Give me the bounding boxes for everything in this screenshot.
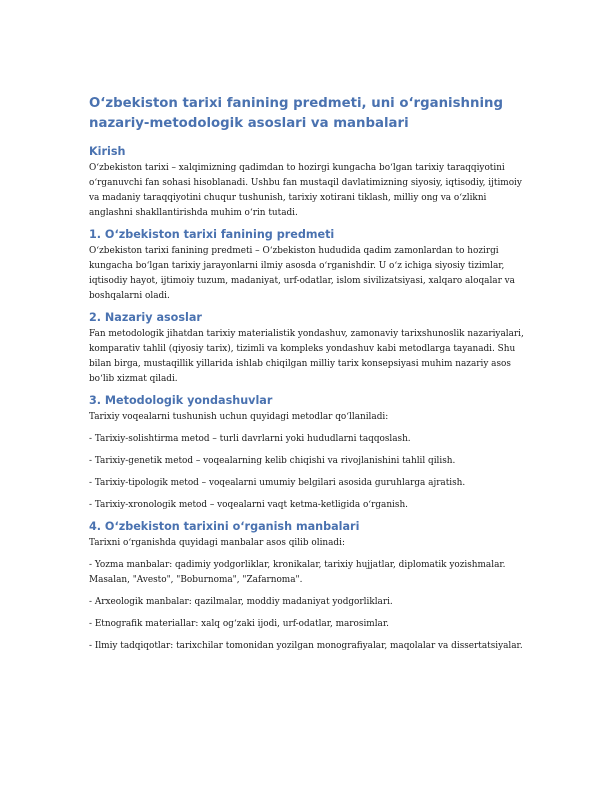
section-subject	[89, 227, 525, 304]
section-theory	[89, 310, 525, 387]
source-item: - Etnografik materiallar: xalq og‘zaki ijodi, urf-odatlar, marosimlar.	[89, 619, 389, 629]
document-title: O‘zbekiston tarixi fanining predmeti, uni o‘rganishning nazariy-metodologik asoslari va manbalari	[89, 96, 504, 131]
section3-lead: Tarixiy voqealarni tushunish uchun quyidagi metodlar qo‘llaniladi:	[89, 412, 389, 422]
section1-heading: 1. O‘zbekiston tarixi fanining predmeti	[89, 228, 335, 241]
section-methods	[89, 393, 525, 513]
document-page	[89, 94, 525, 660]
source-item: - Yozma manbalar: qadimiy yodgorliklar, kronikalar, tarixiy hujjatlar, diplomatik yozishmalar. Masalan, "Avesto", "Boburnoma", "Zafarnoma".	[89, 560, 506, 585]
intro-heading: Kirish	[89, 145, 126, 158]
method-item: - Tarixiy-genetik metod – voqealarning kelib chiqishi va rivojlanishini tahlil qilish.	[89, 456, 456, 466]
method-item: - Tarixiy-solishtirma metod – turli davrlarni yoki hududlarni taqqoslash.	[89, 434, 411, 444]
section3-heading: 3. Metodologik yondashuvlar	[89, 394, 273, 407]
section-intro	[89, 144, 525, 221]
source-item: - Arxeologik manbalar: qazilmalar, moddiy madaniyat yodgorliklari.	[89, 597, 393, 607]
method-item: - Tarixiy-tipologik metod – voqealarni umumiy belgilari asosida guruhlarga ajratish.	[89, 478, 466, 488]
section1-text: O‘zbekiston tarixi fanining predmeti – O‘zbekiston hududida qadim zamonlardan to hozirgi kungacha bo‘lgan tarixiy jarayonlarni ilmiy asosda o‘rganishdir. U o‘z ichiga siyosiy tizimlar, iqtisodiy hayot, ijtimoiy tuzum, madaniyat, urf-odatlar, islom sivilizatsiyasi, xalqaro aloqalar va boshqalarni oladi.	[89, 246, 515, 301]
section4-heading: 4. O‘zbekiston tarixini o‘rganish manbalari	[89, 520, 360, 533]
source-item: - Ilmiy tadqiqotlar: tarixchilar tomonidan yozilgan monografiyalar, maqolalar va dissertatsiyalar.	[89, 641, 523, 651]
section-sources	[89, 519, 525, 654]
section2-heading: 2. Nazariy asoslar	[89, 311, 202, 324]
section2-text: Fan metodologik jihatdan tarixiy materialistik yondashuv, zamonaviy tarixshunoslik nazariyalari, komparativ tahlil (qiyosiy tarix), tizimli va kompleks yondashuv kabi metodlarga tayanadi. Shu bilan birga, mustaqillik yillarida ishlab chiqilgan milliy tarix konsepsiyasi muhim nazariy asos bo‘lib xizmat qiladi.	[89, 329, 524, 384]
method-item: - Tarixiy-xronologik metod – voqealarni vaqt ketma-ketligida o‘rganish.	[89, 500, 408, 510]
intro-text: O‘zbekiston tarixi – xalqimizning qadimdan to hozirgi kungacha bo‘lgan tarixiy taraqqiyotini o‘rganuvchi fan sohasi hisoblanadi. Ushbu fan mustaqil davlatimizning siyosiy, iqtisodiy, ijtimoiy va madaniy taraqqiyotini chuqur tushunish, tarixiy xotirani tiklash, milliy ong va o‘zlikni anglashni shakllantirishda muhim o‘rin tutadi.	[89, 163, 522, 218]
section4-lead: Tarixni o‘rganishda quyidagi manbalar asos qilib olinadi:	[89, 538, 345, 548]
